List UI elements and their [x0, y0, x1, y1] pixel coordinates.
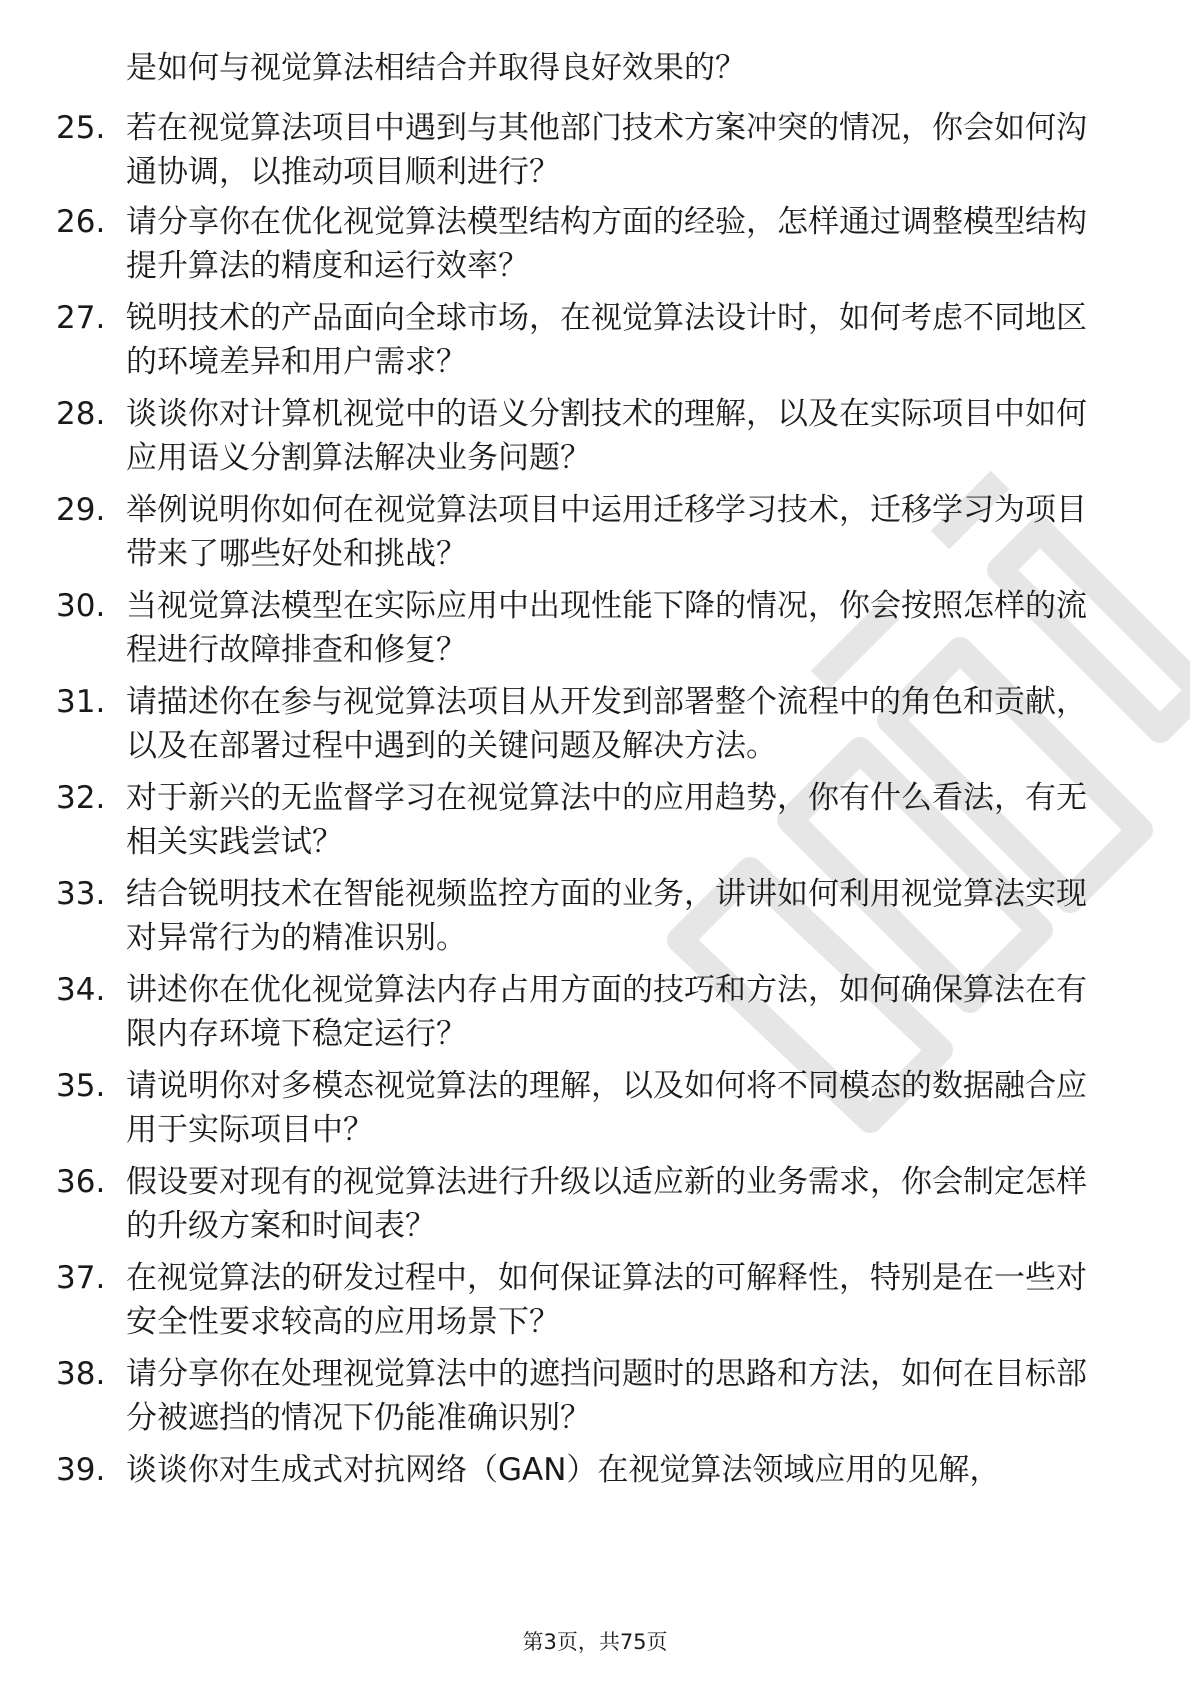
- item-number: 33.: [56, 876, 106, 912]
- item-text: 是如何与视觉算法相结合并取得良好效果的？: [126, 50, 746, 86]
- page-footer: 第3页，共75页: [522, 1630, 668, 1654]
- list-item: [56, 1448, 1116, 1492]
- list-item: [56, 776, 1116, 864]
- item-number: 30.: [56, 588, 106, 624]
- item-text: 在视觉算法的研发过程中，如何保证算法的可解释性，特别是在一些对安全性要求较高的应用场景下？: [126, 1260, 1087, 1340]
- list-item: [56, 1352, 1116, 1440]
- list-item: [56, 392, 1116, 480]
- item-number: 28.: [56, 396, 106, 432]
- item-number: 25.: [56, 110, 106, 146]
- item-text: 假设要对现有的视觉算法进行升级以适应新的业务需求，你会制定怎样的升级方案和时间表？: [126, 1164, 1087, 1244]
- list-item: [56, 106, 1116, 194]
- item-number: 37.: [56, 1260, 106, 1296]
- list-item: [56, 872, 1116, 960]
- list-item: [56, 968, 1116, 1056]
- item-text: 锐明技术的产品面向全球市场，在视觉算法设计时，如何考虑不同地区的环境差异和用户需求？: [126, 300, 1087, 380]
- list-item: [56, 1064, 1116, 1152]
- item-number: 27.: [56, 300, 106, 336]
- list-item: [56, 46, 1116, 90]
- list-item: [56, 1256, 1116, 1344]
- item-text: 谈谈你对计算机视觉中的语义分割技术的理解，以及在实际项目中如何应用语义分割算法解决业务问题？: [126, 396, 1087, 476]
- item-text: 当视觉算法模型在实际应用中出现性能下降的情况，你会按照怎样的流程进行故障排查和修复？: [126, 588, 1087, 668]
- item-number: 39.: [56, 1452, 106, 1488]
- item-text: 讲述你在优化视觉算法内存占用方面的技巧和方法，如何确保算法在有限内存环境下稳定运行？: [126, 972, 1087, 1052]
- list-item: [56, 296, 1116, 384]
- list-item: [56, 584, 1116, 672]
- item-number: 36.: [56, 1164, 106, 1200]
- list-item: [56, 680, 1116, 768]
- item-number: 38.: [56, 1356, 106, 1392]
- item-number: 34.: [56, 972, 106, 1008]
- item-text: 举例说明你如何在视觉算法项目中运用迁移学习技术，迁移学习为项目带来了哪些好处和挑战？: [126, 492, 1087, 572]
- item-text: 请描述你在参与视觉算法项目从开发到部署整个流程中的角色和贡献，以及在部署过程中遇到的关键问题及解决方法。: [126, 684, 1087, 764]
- item-text: 若在视觉算法项目中遇到与其他部门技术方案冲突的情况，你会如何沟通协调，以推动项目顺利进行？: [126, 110, 1087, 190]
- item-number: 26.: [56, 204, 106, 240]
- item-text: 对于新兴的无监督学习在视觉算法中的应用趋势，你有什么看法，有无相关实践尝试？: [126, 780, 1087, 860]
- item-number: 35.: [56, 1068, 106, 1104]
- item-text: 结合锐明技术在智能视频监控方面的业务，讲讲如何利用视觉算法实现对异常行为的精准识别。: [126, 876, 1087, 956]
- item-number: 32.: [56, 780, 106, 816]
- item-text: 请分享你在处理视觉算法中的遮挡问题时的思路和方法，如何在目标部分被遮挡的情况下仍能准确识别？: [126, 1356, 1087, 1436]
- item-text: 请说明你对多模态视觉算法的理解，以及如何将不同模态的数据融合应用于实际项目中？: [126, 1068, 1087, 1148]
- list-item: [56, 1160, 1116, 1248]
- item-number: 29.: [56, 492, 106, 528]
- item-number: 31.: [56, 684, 106, 720]
- item-text: 谈谈你对生成式对抗网络（GAN）在视觉算法领域应用的见解，: [126, 1452, 1001, 1488]
- item-text: 请分享你在优化视觉算法模型结构方面的经验，怎样通过调整模型结构提升算法的精度和运行效率？: [126, 204, 1087, 284]
- list-item: [56, 200, 1116, 288]
- list-item: [56, 488, 1116, 576]
